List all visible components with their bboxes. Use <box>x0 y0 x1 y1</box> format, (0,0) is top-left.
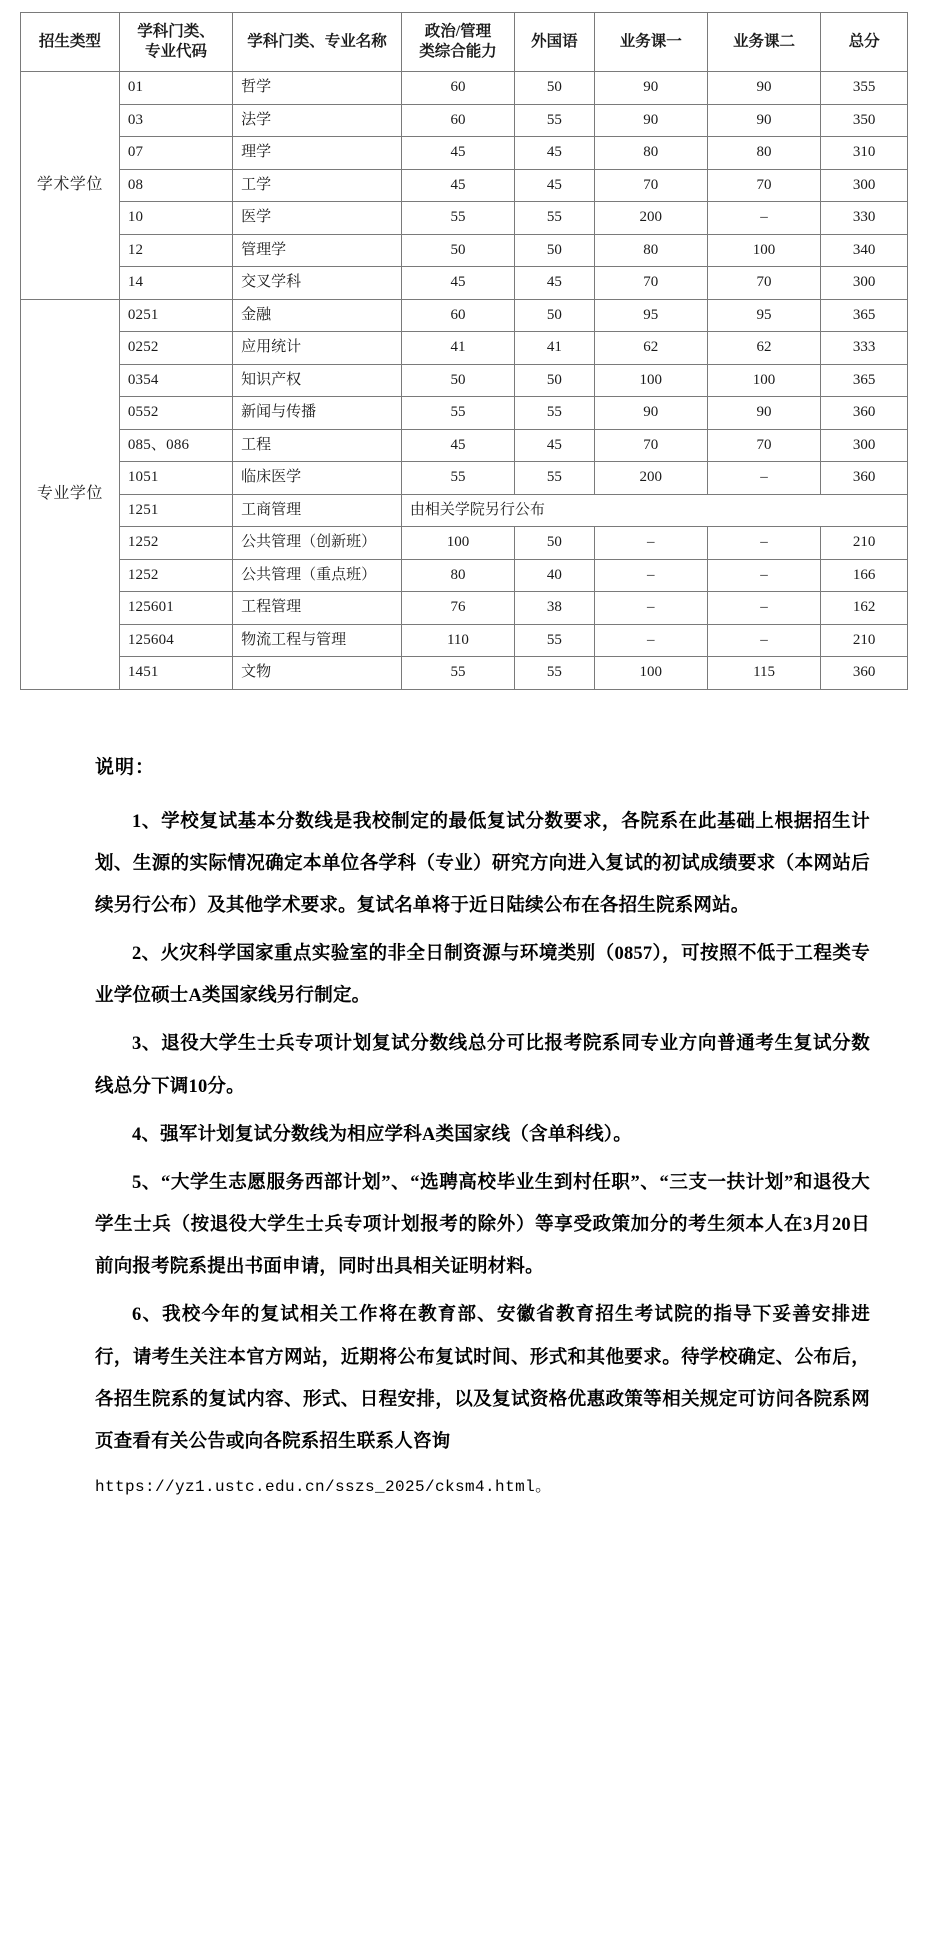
politics-score-cell: 45 <box>401 267 514 300</box>
discipline-name-cell: 金融 <box>233 299 402 332</box>
discipline-name-cell: 公共管理（重点班） <box>233 559 402 592</box>
politics-score-cell: 55 <box>401 657 514 690</box>
course-one-score-cell: 90 <box>594 397 707 430</box>
total-score-cell: 166 <box>821 559 908 592</box>
discipline-name-cell: 理学 <box>233 137 402 170</box>
discipline-code-cell: 1051 <box>119 462 232 495</box>
course-two-score-cell: – <box>707 527 820 560</box>
course-one-score-cell: 90 <box>594 104 707 137</box>
score-table-container <box>0 0 928 690</box>
foreign-language-score-cell: 55 <box>515 202 595 235</box>
discipline-name-cell: 工商管理 <box>233 494 402 527</box>
table-row <box>21 332 908 365</box>
politics-score-cell: 100 <box>401 527 514 560</box>
total-score-cell: 210 <box>821 527 908 560</box>
table-row <box>21 202 908 235</box>
notes-title: 说明： <box>95 756 156 778</box>
discipline-name-cell: 哲学 <box>233 72 402 105</box>
table-row <box>21 657 908 690</box>
total-score-cell: 355 <box>821 72 908 105</box>
admission-type-cell: 专业学位 <box>21 299 120 689</box>
table-row <box>21 397 908 430</box>
course-two-score-cell: 90 <box>707 397 820 430</box>
foreign-language-score-cell: 55 <box>515 397 595 430</box>
discipline-name-cell: 法学 <box>233 104 402 137</box>
course-one-score-cell: 70 <box>594 429 707 462</box>
total-score-cell: 365 <box>821 299 908 332</box>
table-row <box>21 299 908 332</box>
total-score-cell: 360 <box>821 657 908 690</box>
total-score-cell: 310 <box>821 137 908 170</box>
course-one-score-cell: – <box>594 624 707 657</box>
foreign-language-score-cell: 50 <box>515 72 595 105</box>
total-score-cell: 300 <box>821 169 908 202</box>
course-one-score-cell: 62 <box>594 332 707 365</box>
course-two-score-cell: 70 <box>707 267 820 300</box>
course-one-score-cell: – <box>594 559 707 592</box>
table-row <box>21 494 908 527</box>
header-total-score: 总分 <box>821 13 908 72</box>
total-score-cell: 300 <box>821 429 908 462</box>
note-item: 6、我校今年的复试相关工作将在教育部、安徽省教育招生考试院的指导下妥善安排进行，请考生关注本官方网站，近期将公布复试时间、形式和其他要求。待学校确定、公布后，各招生院系的复试内容、形式、日程安排，以及复试资格优惠政策等相关规定可访问各院系网页查看有关公告或向各院系招生联系人咨询 <box>95 1305 870 1452</box>
discipline-code-cell: 1252 <box>119 559 232 592</box>
notes-section <box>0 752 928 1506</box>
course-two-score-cell: 95 <box>707 299 820 332</box>
foreign-language-score-cell: 45 <box>515 267 595 300</box>
discipline-name-cell: 医学 <box>233 202 402 235</box>
course-two-score-cell: – <box>707 559 820 592</box>
course-two-score-cell: 115 <box>707 657 820 690</box>
politics-score-cell: 55 <box>401 397 514 430</box>
note-item: 3、退役大学生士兵专项计划复试分数线总分可比报考院系同专业方向普通考生复试分数线总分下调10分。 <box>95 1034 870 1097</box>
politics-score-cell: 76 <box>401 592 514 625</box>
header-politics-line2: 类综合能力 <box>419 43 497 60</box>
discipline-code-cell: 0354 <box>119 364 232 397</box>
total-score-cell: 330 <box>821 202 908 235</box>
course-one-score-cell: 80 <box>594 137 707 170</box>
discipline-code-cell: 03 <box>119 104 232 137</box>
course-one-score-cell: 200 <box>594 462 707 495</box>
foreign-language-score-cell: 50 <box>515 234 595 267</box>
discipline-code-cell: 125601 <box>119 592 232 625</box>
foreign-language-score-cell: 55 <box>515 462 595 495</box>
politics-score-cell: 50 <box>401 234 514 267</box>
header-admission-type: 招生类型 <box>21 13 120 72</box>
discipline-name-cell: 应用统计 <box>233 332 402 365</box>
header-course-one: 业务课一 <box>594 13 707 72</box>
politics-score-cell: 80 <box>401 559 514 592</box>
admission-score-table <box>20 12 908 690</box>
discipline-code-cell: 0552 <box>119 397 232 430</box>
discipline-code-cell: 10 <box>119 202 232 235</box>
politics-score-cell: 45 <box>401 169 514 202</box>
table-body <box>21 72 908 690</box>
table-row <box>21 72 908 105</box>
total-score-cell: 210 <box>821 624 908 657</box>
discipline-name-cell: 新闻与传播 <box>233 397 402 430</box>
course-two-score-cell: 90 <box>707 104 820 137</box>
course-two-score-cell: 70 <box>707 429 820 462</box>
table-row <box>21 527 908 560</box>
discipline-code-cell: 1451 <box>119 657 232 690</box>
table-header <box>21 13 908 72</box>
course-two-score-cell: 70 <box>707 169 820 202</box>
course-two-score-cell: 100 <box>707 234 820 267</box>
foreign-language-score-cell: 40 <box>515 559 595 592</box>
discipline-code-cell: 12 <box>119 234 232 267</box>
course-one-score-cell: 200 <box>594 202 707 235</box>
discipline-code-cell: 1251 <box>119 494 232 527</box>
discipline-name-cell: 交叉学科 <box>233 267 402 300</box>
politics-score-cell: 110 <box>401 624 514 657</box>
table-row <box>21 559 908 592</box>
table-row <box>21 592 908 625</box>
course-one-score-cell: 100 <box>594 364 707 397</box>
header-politics-management <box>401 13 514 72</box>
discipline-name-cell: 物流工程与管理 <box>233 624 402 657</box>
table-row <box>21 462 908 495</box>
discipline-name-cell: 工程管理 <box>233 592 402 625</box>
course-two-score-cell: 100 <box>707 364 820 397</box>
table-row <box>21 234 908 267</box>
discipline-name-cell: 公共管理（创新班） <box>233 527 402 560</box>
politics-score-cell: 60 <box>401 104 514 137</box>
politics-score-cell: 60 <box>401 299 514 332</box>
politics-score-cell: 60 <box>401 72 514 105</box>
foreign-language-score-cell: 50 <box>515 364 595 397</box>
table-row <box>21 104 908 137</box>
table-row <box>21 364 908 397</box>
discipline-name-cell: 管理学 <box>233 234 402 267</box>
discipline-code-cell: 01 <box>119 72 232 105</box>
total-score-cell: 340 <box>821 234 908 267</box>
note-item: 2、火灾科学国家重点实验室的非全日制资源与环境类别（0857），可按照不低于工程类专业学位硕士A类国家线另行制定。 <box>95 944 870 1007</box>
discipline-code-cell: 08 <box>119 169 232 202</box>
total-score-cell: 162 <box>821 592 908 625</box>
notes-url[interactable]: https://yz1.ustc.edu.cn/sszs_2025/cksm4.html。 <box>95 1478 552 1497</box>
discipline-code-cell: 0252 <box>119 332 232 365</box>
discipline-code-cell: 14 <box>119 267 232 300</box>
total-score-cell: 365 <box>821 364 908 397</box>
course-two-score-cell: – <box>707 624 820 657</box>
politics-score-cell: 45 <box>401 429 514 462</box>
foreign-language-score-cell: 45 <box>515 169 595 202</box>
course-two-score-cell: 80 <box>707 137 820 170</box>
table-row <box>21 169 908 202</box>
note-item: 1、学校复试基本分数线是我校制定的最低复试分数要求，各院系在此基础上根据招生计划、生源的实际情况确定本单位各学科（专业）研究方向进入复试的初试成绩要求（本网站后续另行公布）及其他学术要求。复试名单将于近日陆续公布在各招生院系网站。 <box>95 811 870 916</box>
politics-score-cell: 55 <box>401 202 514 235</box>
discipline-name-cell: 工程 <box>233 429 402 462</box>
politics-score-cell: 41 <box>401 332 514 365</box>
politics-score-cell: 50 <box>401 364 514 397</box>
foreign-language-score-cell: 38 <box>515 592 595 625</box>
course-one-score-cell: 95 <box>594 299 707 332</box>
header-politics-line1: 政治/管理 <box>424 22 492 40</box>
foreign-language-score-cell: 41 <box>515 332 595 365</box>
course-one-score-cell: 70 <box>594 169 707 202</box>
total-score-cell: 333 <box>821 332 908 365</box>
course-two-score-cell: 62 <box>707 332 820 365</box>
foreign-language-score-cell: 55 <box>515 657 595 690</box>
course-one-score-cell: – <box>594 592 707 625</box>
header-course-two: 业务课二 <box>707 13 820 72</box>
course-one-score-cell: 100 <box>594 657 707 690</box>
course-one-score-cell: 90 <box>594 72 707 105</box>
course-two-score-cell: 90 <box>707 72 820 105</box>
header-foreign-language: 外国语 <box>515 13 595 72</box>
discipline-code-cell: 0251 <box>119 299 232 332</box>
header-discipline-code <box>119 13 232 72</box>
total-score-cell: 360 <box>821 462 908 495</box>
note-item: 5、“大学生志愿服务西部计划”、“选聘高校毕业生到村任职”、“三支一扶计划”和退役大学生士兵（按退役大学生士兵专项计划报考的除外）等享受政策加分的考生须本人在3月20日前向报考院系提出书面申请，同时出具相关证明材料。 <box>95 1172 870 1278</box>
discipline-code-cell: 07 <box>119 137 232 170</box>
foreign-language-score-cell: 45 <box>515 429 595 462</box>
politics-score-cell: 55 <box>401 462 514 495</box>
foreign-language-score-cell: 45 <box>515 137 595 170</box>
header-discipline-code-line2: 专业代码 <box>144 43 207 60</box>
header-discipline-code-line1: 学科门类、 <box>137 22 215 40</box>
span-note-cell: 由相关学院另行公布 <box>401 494 907 527</box>
table-row <box>21 429 908 462</box>
course-one-score-cell: – <box>594 527 707 560</box>
table-row <box>21 137 908 170</box>
total-score-cell: 300 <box>821 267 908 300</box>
discipline-name-cell: 工学 <box>233 169 402 202</box>
discipline-name-cell: 文物 <box>233 657 402 690</box>
course-two-score-cell: – <box>707 202 820 235</box>
foreign-language-score-cell: 55 <box>515 624 595 657</box>
table-row <box>21 624 908 657</box>
foreign-language-score-cell: 50 <box>515 527 595 560</box>
table-header-row <box>21 13 908 72</box>
admission-type-cell: 学术学位 <box>21 72 120 300</box>
discipline-code-cell: 085、086 <box>119 429 232 462</box>
course-two-score-cell: – <box>707 462 820 495</box>
table-row <box>21 267 908 300</box>
foreign-language-score-cell: 50 <box>515 299 595 332</box>
course-one-score-cell: 70 <box>594 267 707 300</box>
note-item: 4、强军计划复试分数线为相应学科A类国家线（含单科线）。 <box>132 1124 632 1145</box>
politics-score-cell: 45 <box>401 137 514 170</box>
foreign-language-score-cell: 55 <box>515 104 595 137</box>
header-discipline-name: 学科门类、专业名称 <box>233 13 402 72</box>
course-one-score-cell: 80 <box>594 234 707 267</box>
notes-list <box>40 801 888 1506</box>
course-two-score-cell: – <box>707 592 820 625</box>
discipline-code-cell: 125604 <box>119 624 232 657</box>
discipline-code-cell: 1252 <box>119 527 232 560</box>
total-score-cell: 360 <box>821 397 908 430</box>
discipline-name-cell: 知识产权 <box>233 364 402 397</box>
total-score-cell: 350 <box>821 104 908 137</box>
discipline-name-cell: 临床医学 <box>233 462 402 495</box>
